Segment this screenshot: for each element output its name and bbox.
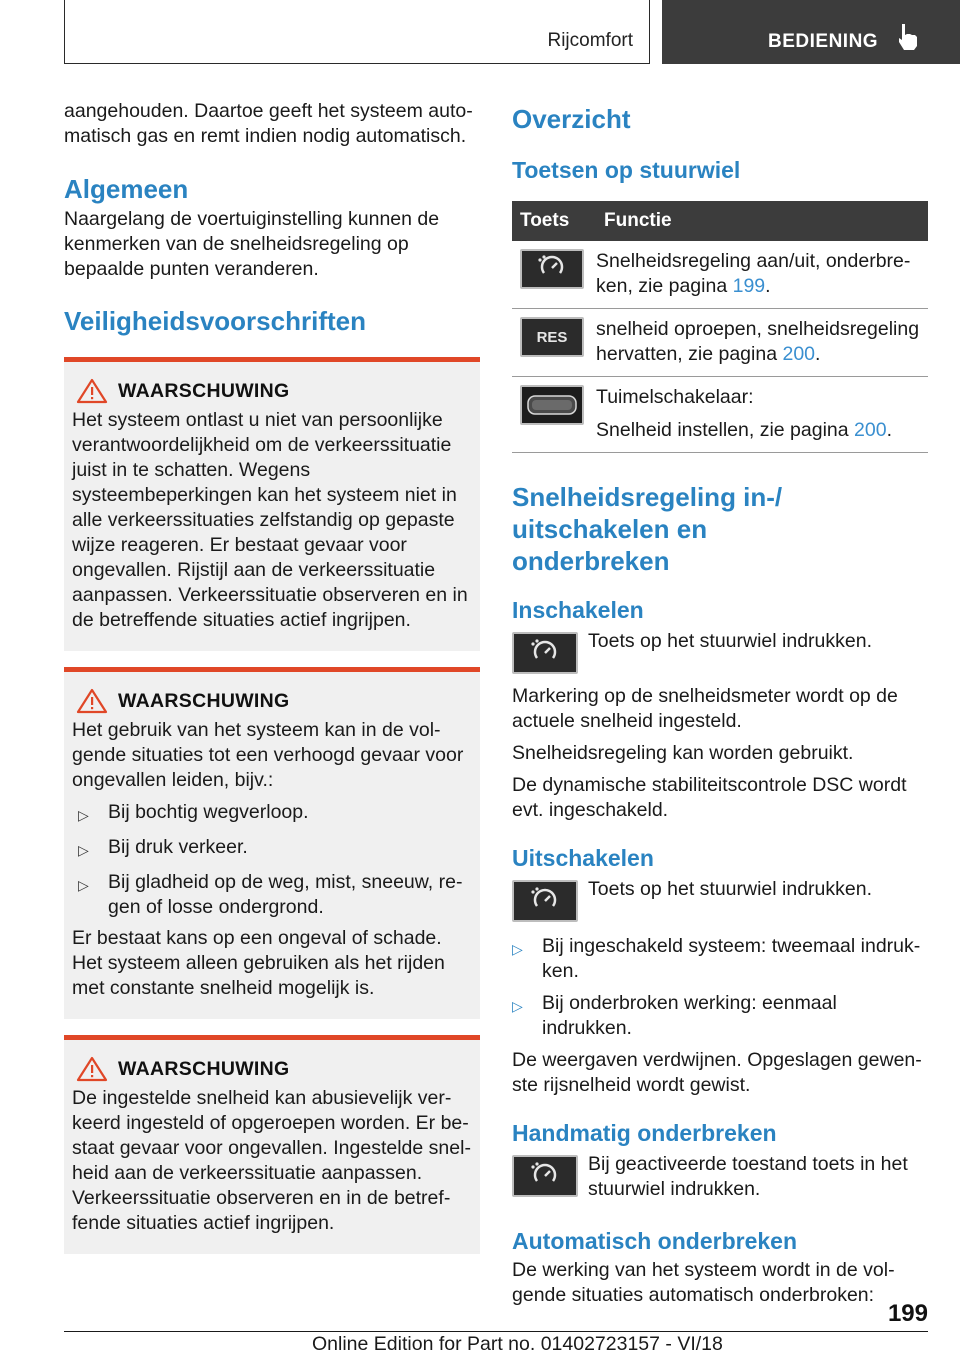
header-chapter-tab: [662, 0, 960, 64]
cruise-control-button-icon: [520, 249, 584, 289]
warning-text: Het gebruik van het systeem kan in de volgende situaties tot een verhoogd gevaar voor ongevallen leiden, bijv.:: [72, 719, 464, 791]
triangle-bullet-icon: ▷: [78, 842, 89, 858]
footer-edition: Online Edition for Part no. 01402723157 - VI/18: [312, 1333, 723, 1355]
warning-title: WAARSCHUWING: [118, 1057, 290, 1080]
page-number: 199: [887, 1300, 928, 1327]
rocker-switch-icon: [520, 385, 584, 425]
warning-triangle-icon: [76, 378, 108, 404]
list-item: [72, 800, 472, 828]
list-item-text: Bij onderbroken werking: eenmaal indrukken.: [542, 992, 837, 1039]
page-link[interactable]: 200: [782, 343, 816, 365]
warning-triangle-icon: [76, 688, 108, 714]
uitschakelen-heading: Uitschakelen: [512, 845, 654, 871]
algemeen-paragraph: Naargelang de voertuiginstelling kunnen de kenmerken van de snelheidsregeling op bepaalde punten veranderen.: [64, 208, 440, 280]
res-button-label: RES: [536, 328, 568, 346]
paragraph: De werking van het systeem wordt in de volgende situaties automatisch onderbroken:: [512, 1259, 895, 1306]
handmatig-heading: Handmatig onderbreken: [512, 1120, 777, 1146]
button-table: [512, 201, 928, 453]
page-link[interactable]: 199: [732, 275, 766, 297]
inuit-heading: Snelheidsregeling in-/ uitschakelen en onderbreken: [512, 482, 783, 576]
warning-after-text: Er bestaat kans op een ongeval of schade. Het systeem alleen gebruiken als het rijden met constante snelheid mogelijk is.: [72, 927, 445, 999]
handmatig-step: [512, 1152, 928, 1202]
table-row: [512, 309, 928, 377]
step-text: Toets op het stuurwiel indrukken.: [588, 878, 872, 900]
paragraph: Snelheidsregeling kan worden gebruikt.: [512, 742, 854, 764]
header-chapter-title: BEDIENING: [768, 31, 879, 52]
cruise-control-button-icon: [512, 1155, 578, 1197]
paragraph: Markering op de snelheidsmeter wordt op de actuele snelheid ingesteld.: [512, 685, 898, 732]
list-item-text: Bij druk verkeer.: [108, 836, 248, 858]
left-column: [64, 95, 480, 1254]
list-item: [512, 991, 928, 1041]
warning-triangle-icon: [76, 1056, 108, 1082]
period: .: [765, 275, 771, 297]
warning-box-3: [64, 1035, 480, 1254]
triangle-bullet-icon: ▷: [512, 941, 523, 957]
paragraph: De weergaven verdwijnen. Opgeslagen gewenste rijsnelheid wordt gewist.: [512, 1049, 922, 1096]
algemeen-heading: Algemeen: [64, 174, 189, 204]
toetsen-heading: Toetsen op stuurwiel: [512, 157, 741, 183]
right-column: [512, 95, 928, 1308]
header-section-box: [64, 0, 650, 64]
warning-box-1: [64, 357, 480, 651]
period: .: [815, 343, 821, 365]
inschakelen-heading: Inschakelen: [512, 597, 644, 623]
intro-paragraph: aangehouden. Daartoe geeft het systeem automatisch gas en remt indien nodig automatisch.: [64, 100, 473, 147]
table-header-functie: Functie: [596, 201, 928, 241]
warning-text: De ingestelde snelheid kan abusievelijk verkeerd ingesteld of opgeroepen worden. Er bestaat gevaar voor ongevallen. Ingestelde snelheid aan de verkeerssituatie aanpassen. Verkeerssituatie observeren en in de betreffende situaties actief ingrijpen.: [72, 1087, 471, 1234]
list-item: [72, 870, 472, 920]
res-button-icon: [520, 317, 584, 357]
table-row: [512, 377, 928, 453]
table-cell-line: Tuimelschakelaar:: [596, 386, 754, 408]
page-link[interactable]: 200: [854, 419, 887, 441]
inschakelen-step: [512, 629, 928, 674]
period: .: [886, 419, 892, 441]
list-item: [512, 934, 928, 984]
veiligheid-heading: Veiligheidsvoorschriften: [64, 306, 366, 336]
list-item-text: Bij ingeschakeld systeem: tweemaal indrukken.: [542, 935, 921, 982]
table-cell-text: snelheid oproepen, snelheidsregeling hervatten, zie pagina: [596, 318, 920, 365]
list-item-text: Bij gladheid op de weg, mist, sneeuw, regen of losse ondergrond.: [108, 871, 463, 918]
warning-title: WAARSCHUWING: [118, 689, 290, 712]
warning-box-2: [64, 667, 480, 1019]
automatisch-heading: Automatisch onderbreken: [512, 1228, 797, 1254]
header-section-title: Rijcomfort: [547, 30, 633, 51]
table-cell-text: Snelheidsregeling aan/uit, onderbreken, zie pagina: [596, 250, 911, 297]
warning-title: WAARSCHUWING: [118, 379, 290, 402]
triangle-bullet-icon: ▷: [512, 998, 523, 1014]
cruise-control-button-icon: [512, 880, 578, 922]
table-cell-text: Snelheid instellen, zie pagina: [596, 419, 855, 441]
overzicht-heading: Overzicht: [512, 104, 631, 134]
triangle-bullet-icon: ▷: [78, 807, 89, 823]
triangle-bullet-icon: ▷: [78, 877, 89, 893]
list-item-text: Bij bochtig wegverloop.: [108, 801, 309, 823]
cruise-control-button-icon: [512, 632, 578, 674]
uitschakelen-step: [512, 877, 928, 922]
paragraph: De dynamische stabiliteitscontrole DSC wordt evt. ingeschakeld.: [512, 774, 907, 821]
step-text: Toets op het stuurwiel indrukken.: [588, 630, 872, 652]
table-header-toets: Toets: [512, 201, 596, 241]
list-item: [72, 835, 472, 863]
step-text: Bij geactiveerde toestand toets in het stuurwiel indrukken.: [588, 1153, 908, 1200]
footer-divider: [64, 1331, 928, 1332]
warning-text: Het systeem ontlast u niet van persoonlijke verantwoordelijkheid om de verkeerssituatie juist in te schatten. Wegens systeembeperkingen kan het systeem niet in alle verkeerssituaties zelfstandig op gepaste wijze reageren. Er bestaat gevaar voor ongevallen. Rijstijl aan de verkeerssituatie aanpassen. Verkeerssituatie observeren en in de betreffende situaties actief ingrijpen.: [72, 409, 468, 631]
pointing-hand-icon: [894, 22, 922, 52]
table-row: [512, 241, 928, 309]
